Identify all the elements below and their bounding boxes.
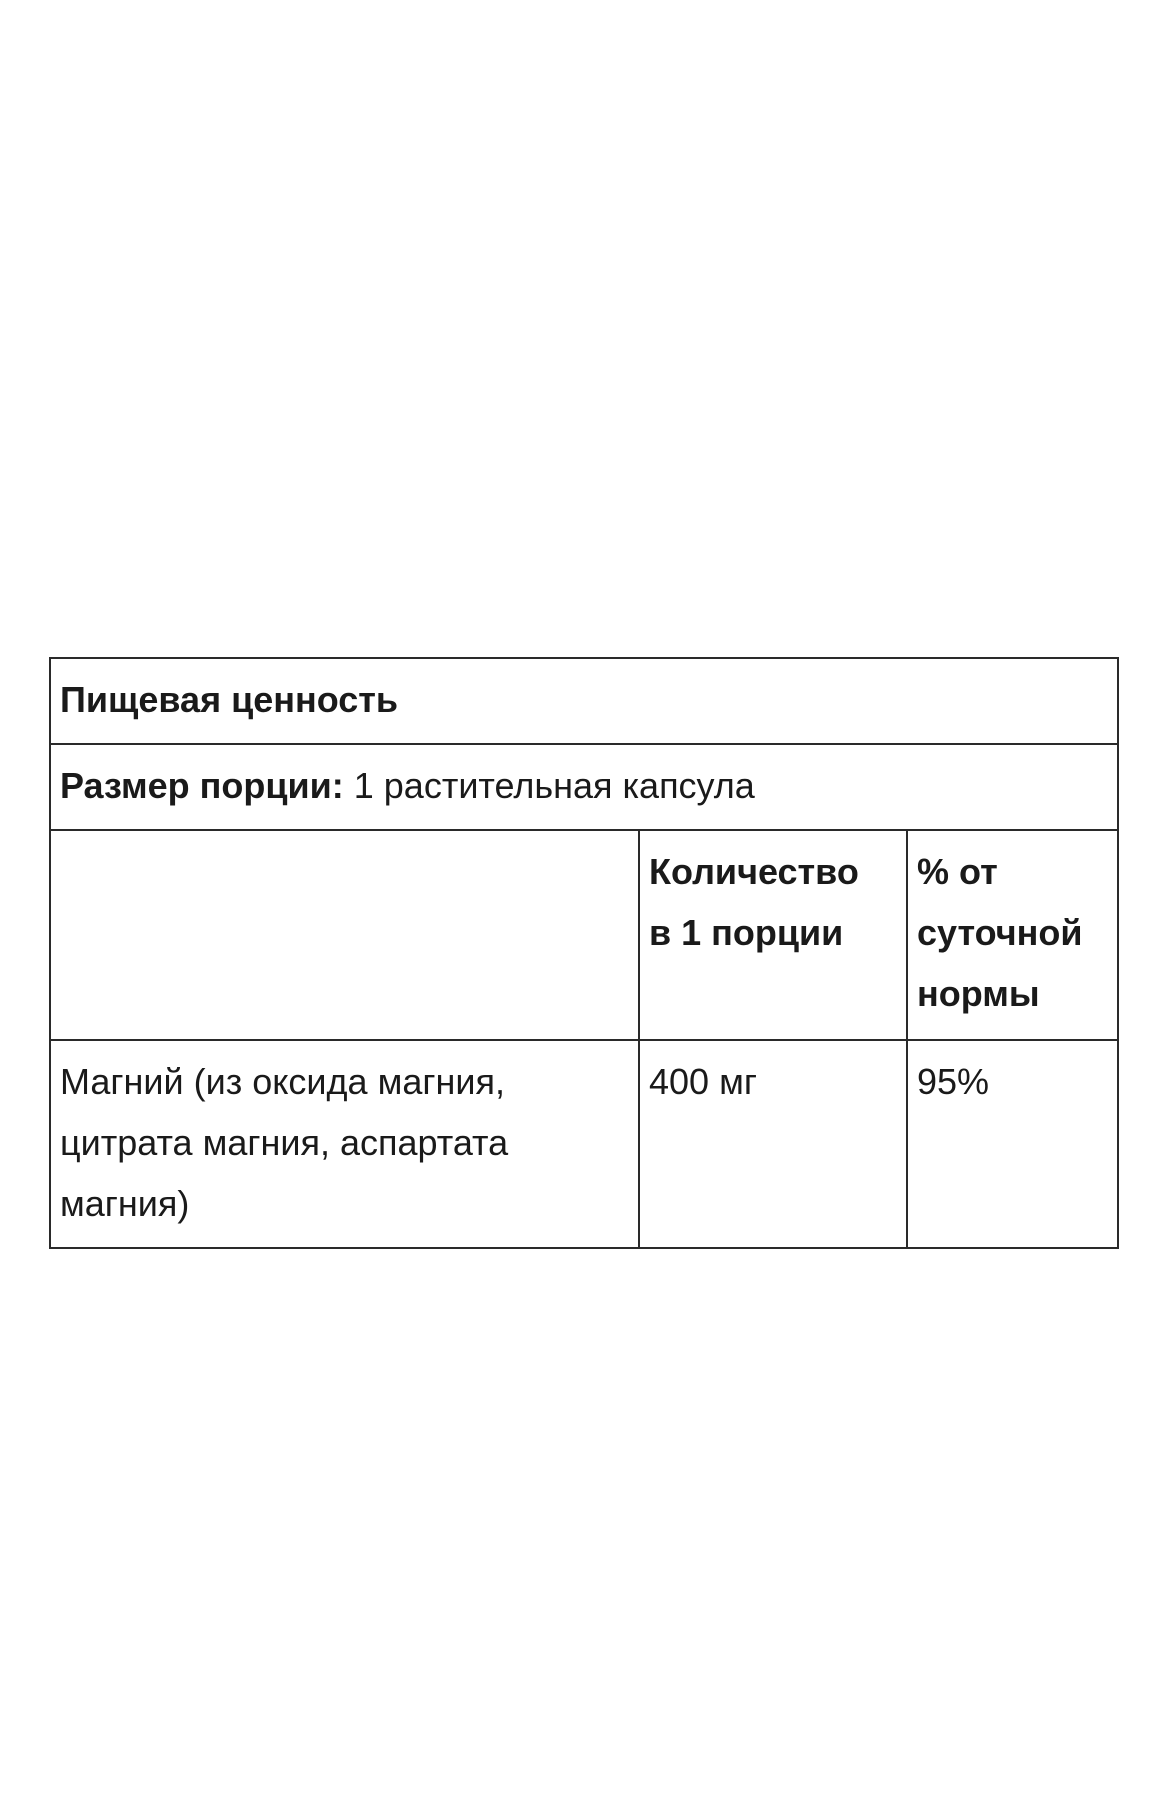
title-cell — [50, 658, 1118, 744]
serving-size-cell — [50, 744, 1118, 830]
header-amount-cell — [639, 830, 907, 1040]
table-row — [50, 1040, 1118, 1248]
nutrient-name-line-1: Магний (из оксида магния, — [60, 1061, 505, 1102]
header-name-cell — [50, 830, 639, 1040]
header-amount-line-2: в 1 порции — [649, 912, 844, 953]
header-daily-value-line-3: нормы — [917, 973, 1040, 1014]
nutrient-amount-cell — [639, 1040, 907, 1248]
table-title: Пищевая ценность — [60, 679, 399, 720]
column-header-row — [50, 830, 1118, 1040]
nutrition-facts-panel — [49, 657, 1117, 1249]
header-daily-value-line-2: суточной — [917, 912, 1083, 953]
serving-size-row — [50, 744, 1118, 830]
nutrient-daily-value: 95% — [917, 1061, 990, 1102]
nutrition-facts-table — [49, 657, 1119, 1249]
header-daily-value-cell — [907, 830, 1118, 1040]
title-row — [50, 658, 1118, 744]
nutrient-name-line-3: магния) — [60, 1183, 190, 1224]
nutrient-name-line-2: цитрата магния, аспартата — [60, 1122, 509, 1163]
nutrient-amount: 400 мг — [649, 1061, 757, 1102]
header-daily-value-line-1: % от — [917, 851, 998, 892]
nutrient-daily-value-cell — [907, 1040, 1118, 1248]
serving-size-value: 1 растительная капсула — [353, 765, 755, 806]
header-amount-line-1: Количество — [649, 851, 859, 892]
serving-size-label: Размер порции: — [60, 765, 344, 806]
nutrient-name-cell — [50, 1040, 639, 1248]
